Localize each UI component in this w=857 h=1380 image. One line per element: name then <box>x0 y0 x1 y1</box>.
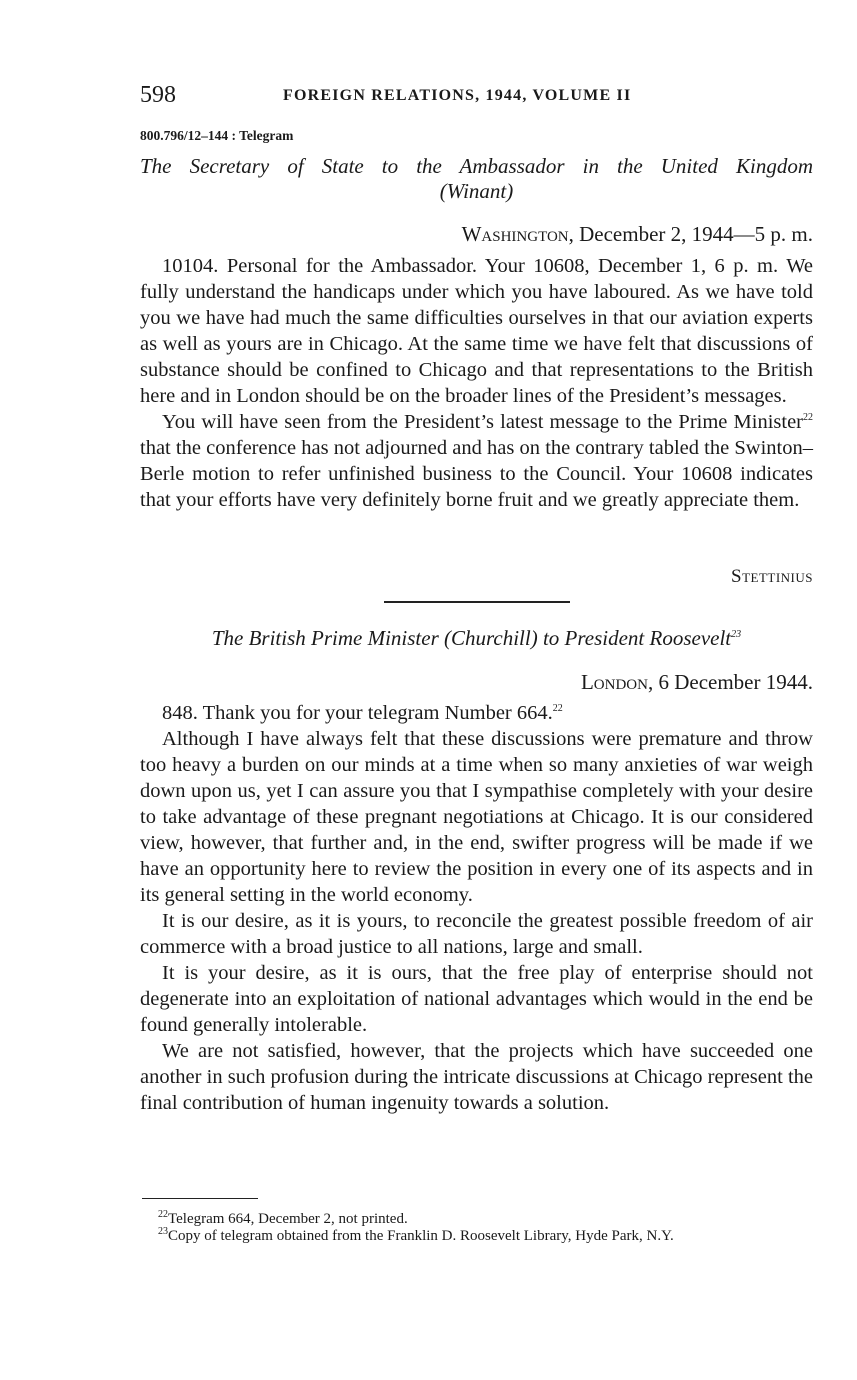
dateline-1 <box>462 222 813 247</box>
footnote-reference: 22 <box>803 412 813 424</box>
paragraph-text: You will have seen from the President’s latest message to the Prime Minister <box>162 411 803 433</box>
dateline-2 <box>581 670 813 695</box>
section-divider <box>384 601 570 603</box>
paragraph-text: 848. Thank you for your telegram Number 664. <box>162 702 553 724</box>
file-reference: 800.796/12–144 : Telegram <box>140 128 294 143</box>
running-head: FOREIGN RELATIONS, 1944, VOLUME II <box>283 87 632 104</box>
paragraph: It is your desire, as it is ours, that the free play of enterprise should not degenerate into an exploitation of national advantages which would in the end be found generally intolerable. <box>140 962 813 1036</box>
paragraph <box>140 409 813 513</box>
footnote-reference: 22 <box>552 703 563 715</box>
footnote-23 <box>140 1228 813 1245</box>
dateline-2-place: London <box>580 670 648 694</box>
document-title-1-line1: The Secretary of State to the Ambassador in the United Kingdom <box>140 154 813 178</box>
page-number: 598 <box>140 82 176 108</box>
footnotes <box>140 1211 813 1245</box>
paragraph <box>140 700 813 726</box>
paragraph: 10104. Personal for the Ambassador. Your 10608, December 1, 6 p. m. We fully understand the handicaps under which you have laboured. As we have told you we have had much the same difficulties ourselves in that our aviation experts as well as yours are in Chicago. At the same time we have felt that discussions of substance should be confined to Chicago and that representations to the British here and in London should be on the broader lines of the President’s messages. <box>140 255 813 407</box>
document-title-2 <box>140 626 813 651</box>
signature: Stettinius <box>731 566 813 587</box>
page-header <box>140 82 813 112</box>
document-title-2-text: The British Prime Minister (Churchill) to President Roosevelt <box>211 626 732 650</box>
footnote-text: Copy of telegram obtained from the Franklin D. Roosevelt Library, Hyde Park, N.Y. <box>168 1228 674 1244</box>
paragraph: It is our desire, as it is yours, to reconcile the greatest possible freedom of air commerce with a broad justice to all nations, large and small. <box>140 910 813 958</box>
footnote-text: Telegram 664, December 2, not printed. <box>168 1211 408 1227</box>
document-2-body <box>140 700 813 1116</box>
footnote-marker: 23 <box>158 1226 168 1237</box>
document-1-body <box>140 253 813 513</box>
paragraph-text: that the conference has not adjourned and has on the contrary tabled the Swinton–Berle motion to refer unfinished business to the Council. Your 10608 indicates that your efforts have very definitely borne fruit and we greatly appreciate them. <box>140 437 813 511</box>
dateline-2-date: , 6 December 1944. <box>647 670 813 694</box>
footnote-rule <box>142 1198 258 1199</box>
paragraph: Although I have always felt that these discussions were premature and throw too heavy a burden on our minds at a time when so many anxieties of war weigh down upon us, yet I can assure you that I sympathise completely with your desire to take advantage of these pregnant negotiations at Chicago. It is our considered view, however, that further and, in the end, swifter progress will be made if we have an opportunity here to review the position in every one of its aspects and in its general setting in the world economy. <box>140 728 813 906</box>
dateline-1-place: Washington <box>461 222 569 246</box>
document-title-1-line2: (Winant) <box>439 179 514 203</box>
footnote-22 <box>140 1211 813 1228</box>
footnote-marker: 22 <box>158 1209 168 1220</box>
footnote-reference: 23 <box>731 629 742 640</box>
dateline-1-date: , December 2, 1944—5 p. m. <box>568 222 813 246</box>
paragraph: We are not satisfied, however, that the projects which have succeeded one another in such profusion during the intricate discussions at Chicago represent the final contribution of human ingenuity towards a solution. <box>140 1040 813 1114</box>
document-title-1 <box>140 154 813 204</box>
